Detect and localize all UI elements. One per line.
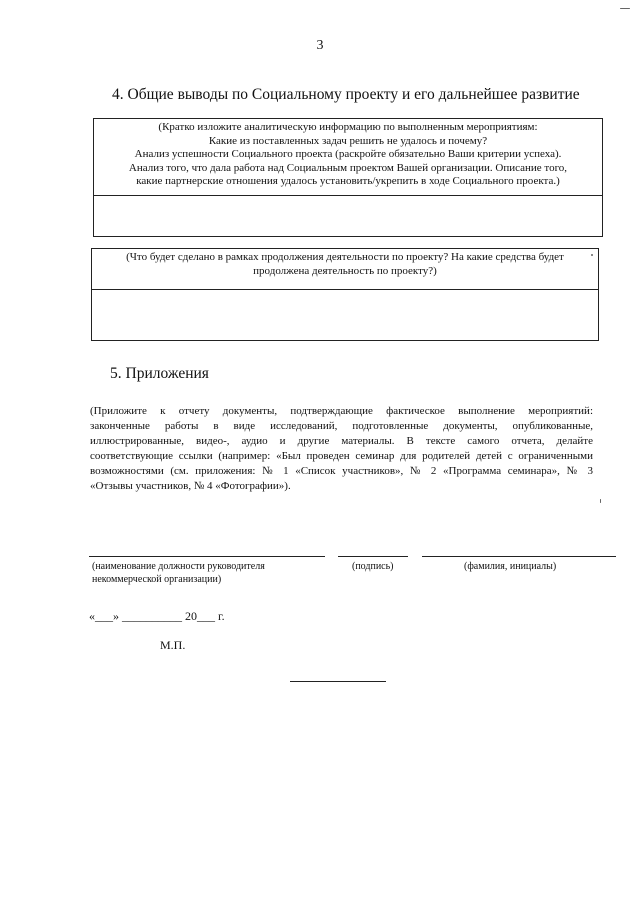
hint-line: Какие из поставленных задач решить не удалось и почему?	[208, 134, 488, 147]
instruction-line: «Отзывы участников, № 4 «Фотографии»).	[90, 480, 291, 492]
position-caption	[92, 560, 265, 586]
continuation-hint	[92, 249, 598, 289]
conclusions-box	[93, 118, 603, 237]
position-caption-line: (наименование должности руководителя	[92, 561, 265, 572]
scan-speck	[600, 499, 601, 503]
name-signature-line[interactable]	[422, 556, 616, 557]
hint-line: (Что будет сделано в рамках продолжения деятельности по проекту? На какие средства будет	[126, 251, 564, 263]
end-line	[290, 681, 386, 682]
date-line: «___» __________ 20___ г.	[89, 609, 225, 623]
signature-line[interactable]	[338, 556, 408, 557]
attachments-instructions	[90, 404, 593, 494]
hint-line: (Кратко изложите аналитическую информацию по выполненным мероприятиям:	[158, 121, 538, 133]
position-signature-line[interactable]	[89, 556, 325, 557]
section-5-heading: 5. Приложения	[110, 365, 209, 382]
scan-speck	[620, 8, 630, 9]
hint-line: Анализ того, что дала работа над Социальным проектом Вашей организации. Описание того,	[128, 161, 568, 174]
conclusions-hint	[94, 119, 602, 195]
hint-line: какие партнерские отношения удалось установить/укрепить в ходе Социального проекта.)	[136, 175, 560, 187]
instruction-line: (Приложите к отчету документы, подтверждающие фактическое выполнение мероприятий:	[90, 405, 593, 417]
instruction-line: иллюстрированные, видео-, аудио и другие материалы. В тексте самого отчета, делайте	[90, 435, 593, 447]
hint-line: продолжена деятельность по проекту?)	[253, 264, 437, 277]
instruction-line: соответствующие ссылки (например: «Был проведен семинар для родителей детей с ограниченными	[90, 450, 593, 462]
name-caption: (фамилия, инициалы)	[464, 561, 557, 572]
hint-line: Анализ успешности Социального проекта (раскройте обязательно Ваши критерии успеха).	[134, 148, 562, 160]
section-4-heading: 4. Общие выводы по Социальному проекту и его дальнейшее развитие	[112, 86, 580, 103]
instruction-line: возможностями (см. приложения: № 1 «Список участников», № 2 «Программа семинара», № 3	[90, 465, 593, 477]
instruction-line: законченные работы в виде исследований, подготовленные документы, опубликованные,	[90, 420, 593, 432]
continuation-answer-field[interactable]	[92, 289, 598, 341]
stamp-label: М.П.	[160, 638, 186, 652]
signature-caption: (подпись)	[352, 561, 394, 572]
continuation-box	[91, 248, 599, 341]
position-caption-line: некоммерческой организации)	[92, 574, 222, 585]
page-number: 3	[316, 38, 324, 53]
scan-speck	[591, 254, 593, 256]
conclusions-answer-field[interactable]	[94, 195, 602, 238]
